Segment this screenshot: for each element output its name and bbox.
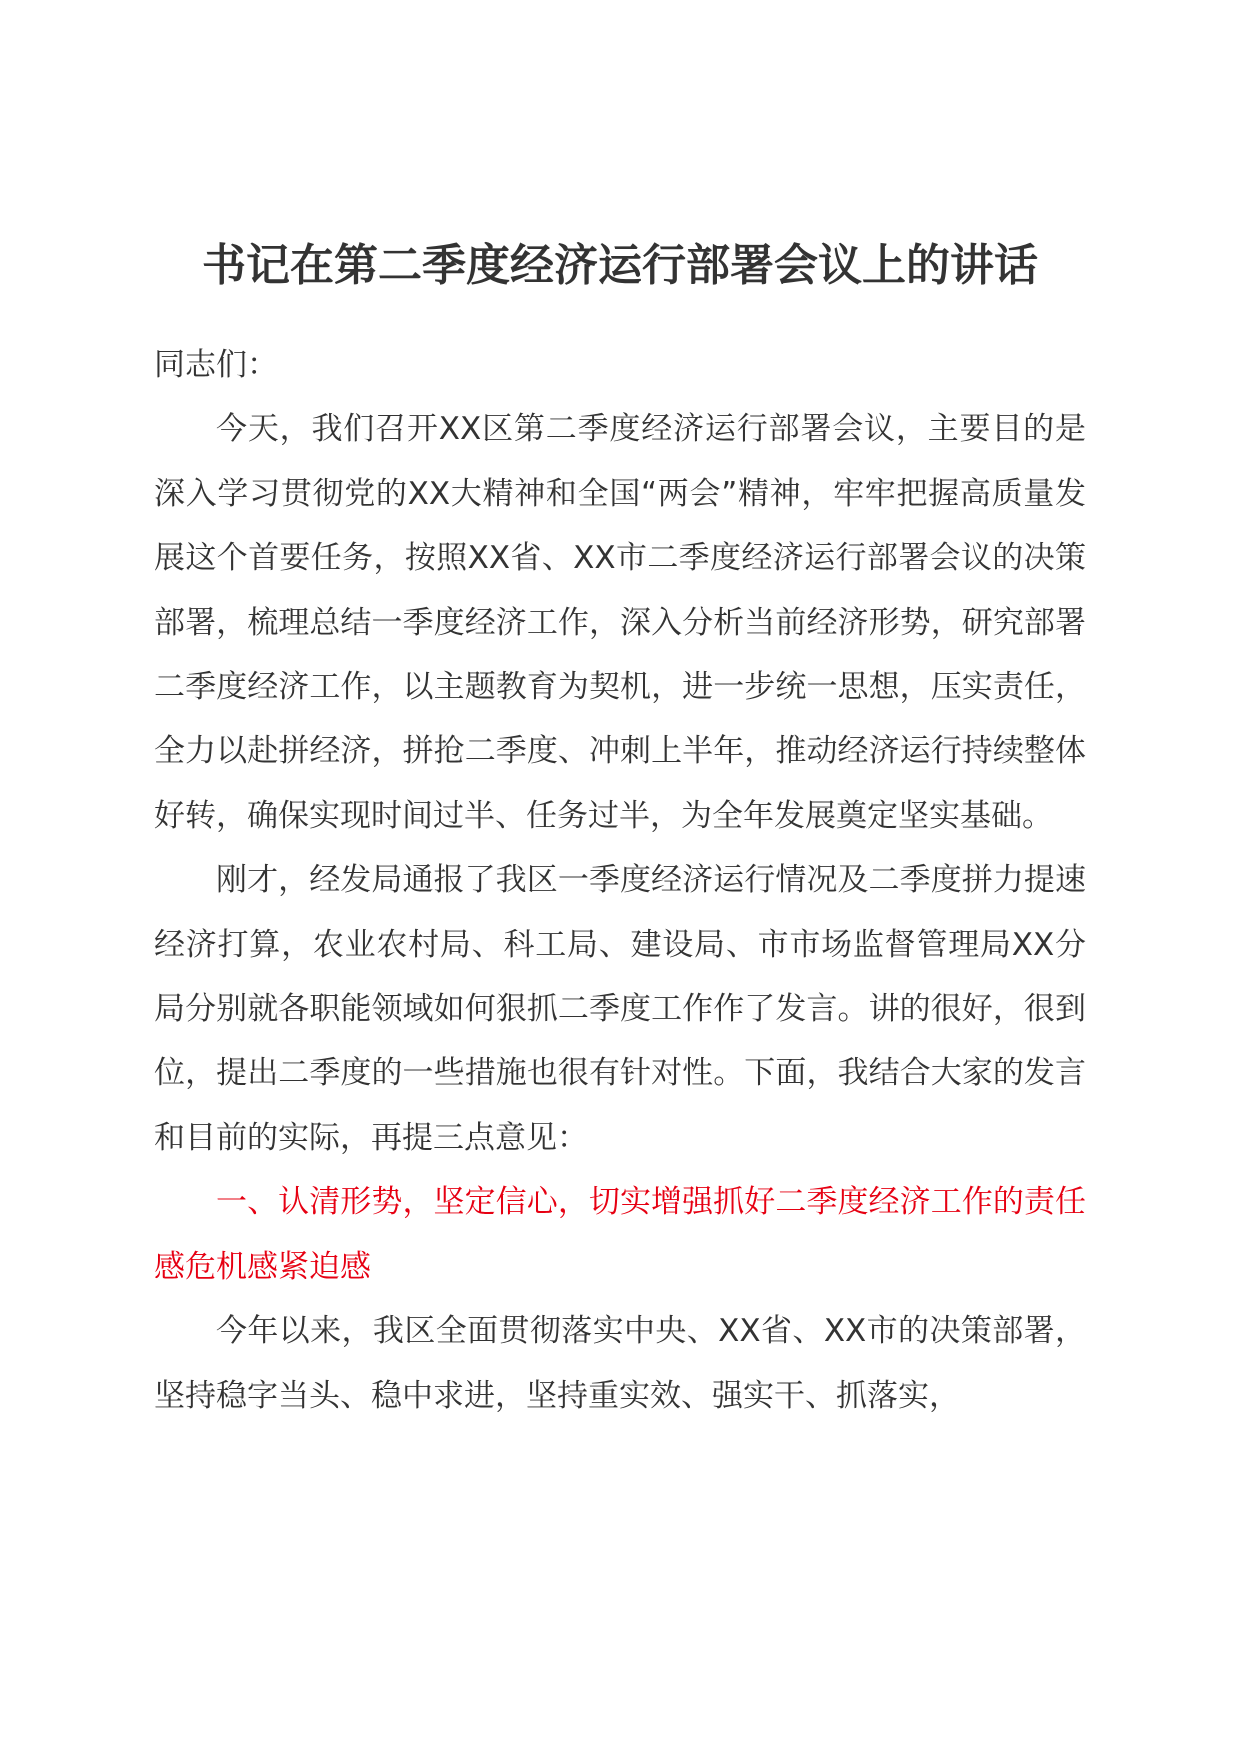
document-body [154, 333, 1086, 1428]
section-heading-one: 一、认清形势，坚定信心，切实增强抓好二季度经济工作的责任感危机感紧迫感 [154, 1184, 1086, 1285]
paragraph-intro: 今天，我们召开XX区第二季度经济运行部署会议，主要目的是深入学习贯彻党的XX大精神和全国“两会”精神，牢牢把握高质量发展这个首要任务，按照XX省、XX市二季度经济运行部署会议的决策部署，梳理总结一季度经济工作，深入分析当前经济形势，研究部署二季度经济工作，以主题教育为契机，进一步统一思想，压实责任，全力以赴拼经济，拼抢二季度、冲刺上半年，推动经济运行持续整体好转，确保实现时间过半、任务过半，为全年发展奠定坚实基础。 [154, 411, 1086, 834]
salutation: 同志们： [154, 347, 278, 383]
paragraph-review: 刚才，经发局通报了我区一季度经济运行情况及二季度拼力提速经济打算，农业农村局、科工局、建设局、市市场监督管理局XX分局分别就各职能领域如何狠抓二季度工作作了发言。讲的很好，很到位，提出二季度的一些措施也很有针对性。下面，我结合大家的发言和目前的实际，再提三点意见： [154, 862, 1086, 1156]
document-title: 书记在第二季度经济运行部署会议上的讲话 [202, 240, 1038, 291]
section-one-paragraph: 今年以来，我区全面贯彻落实中央、XX省、XX市的决策部署，坚持稳字当头、稳中求进，坚持重实效、强实干、抓落实， [154, 1313, 1086, 1414]
